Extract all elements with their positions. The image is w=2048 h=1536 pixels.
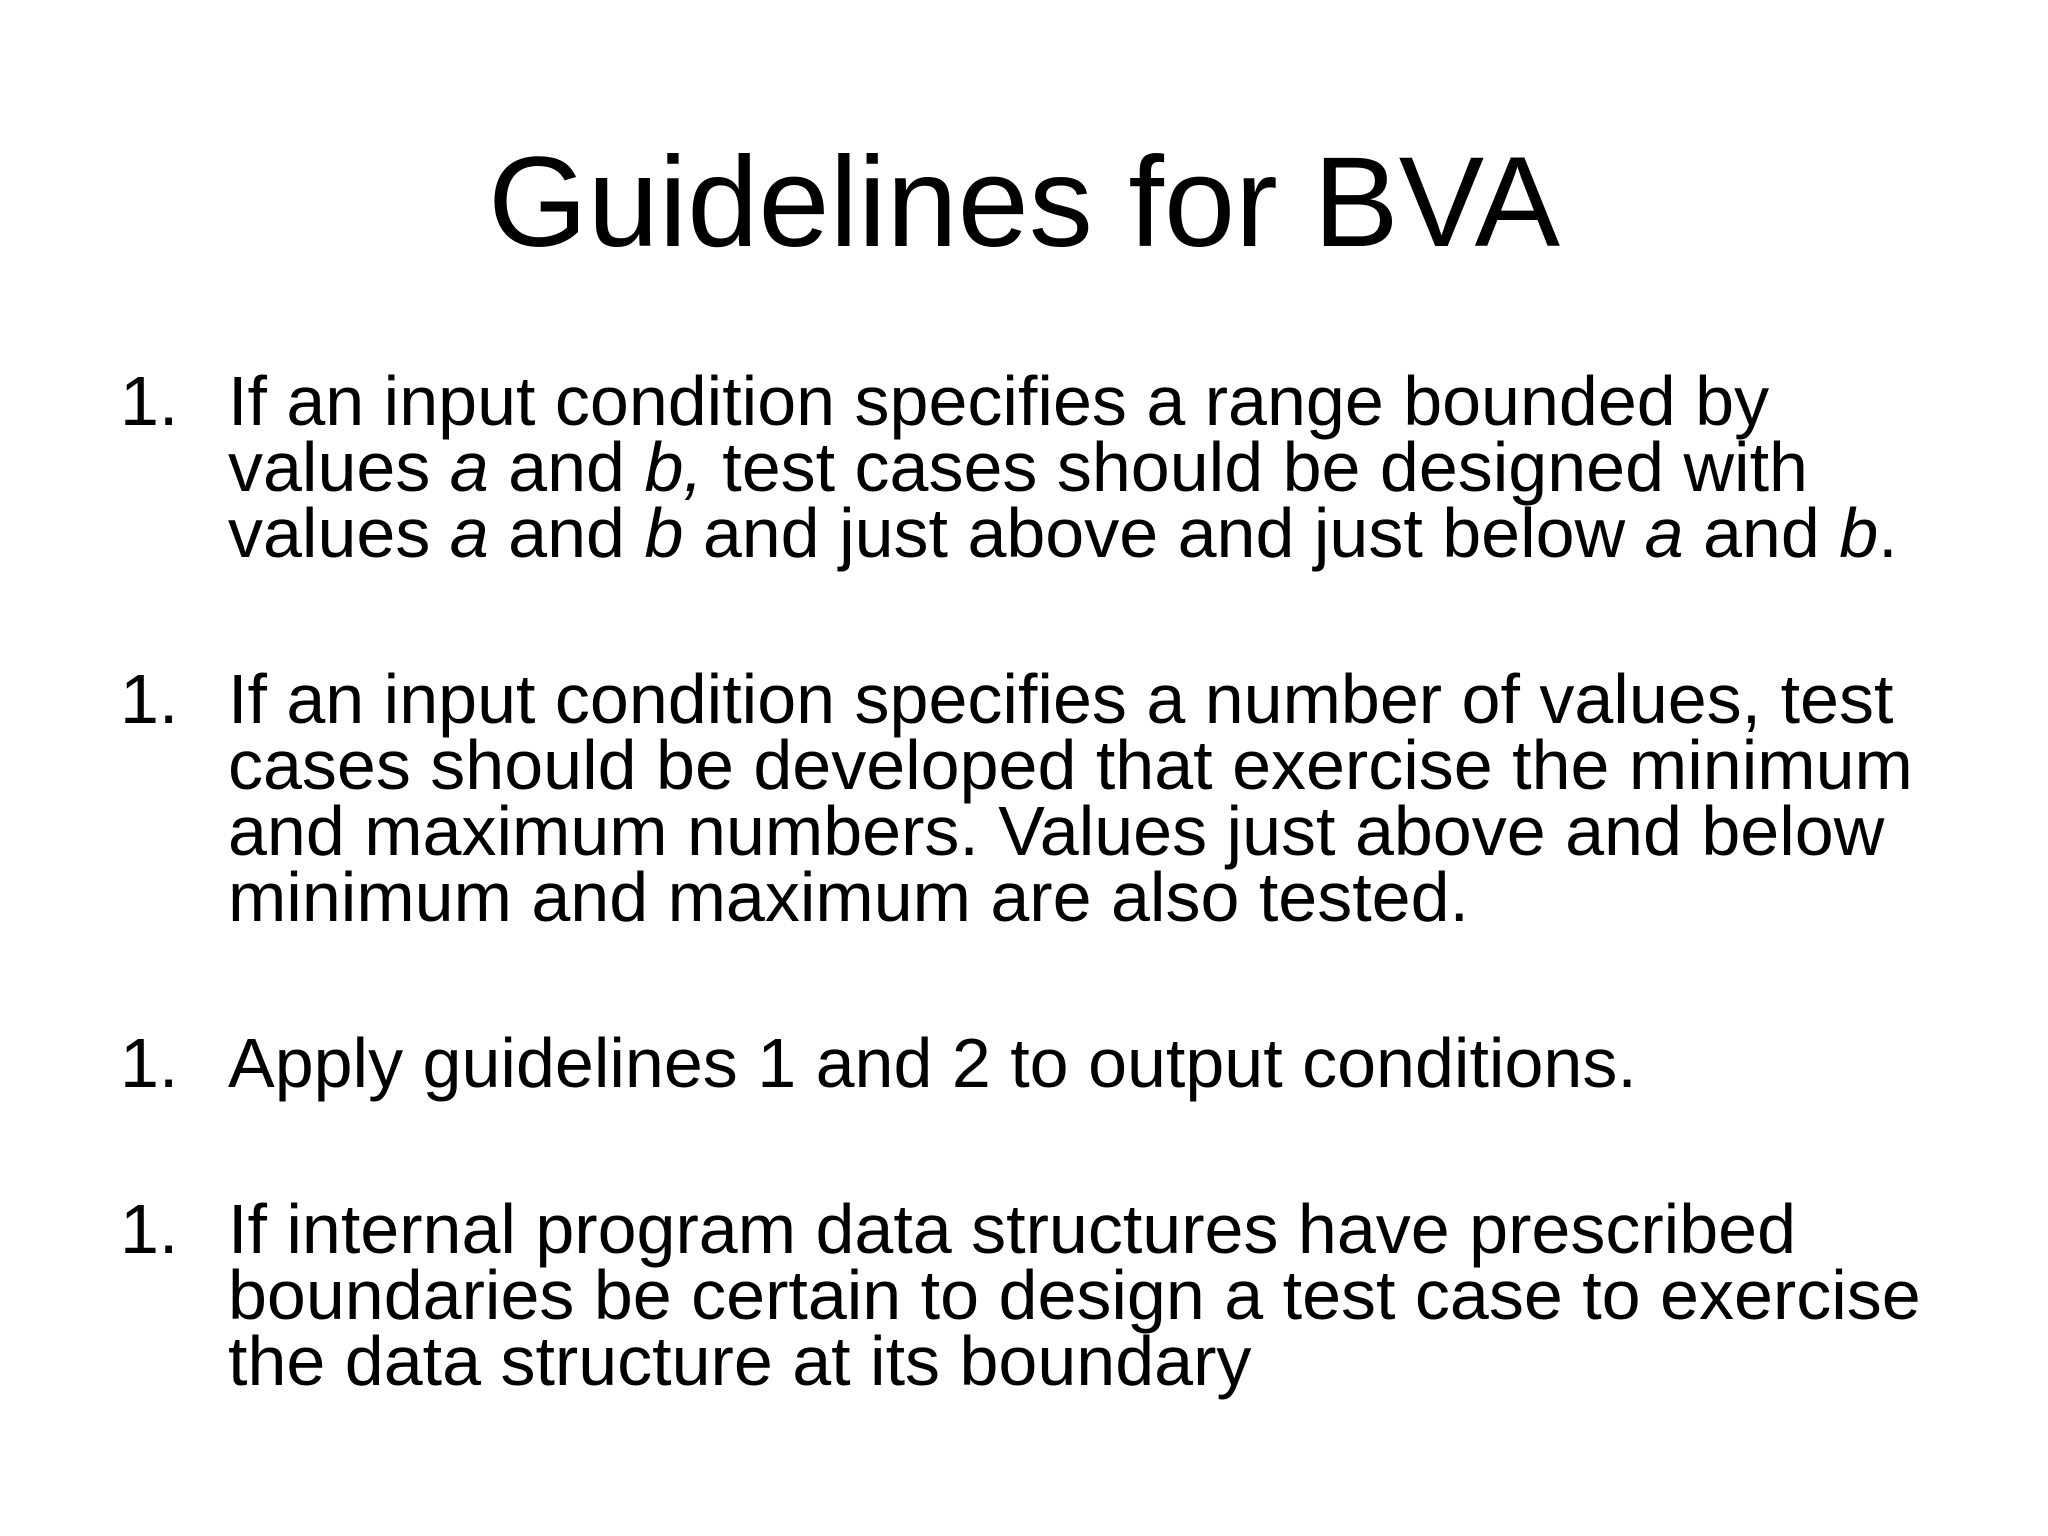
italic-variable: b — [1839, 494, 1879, 572]
text-run: and — [1683, 494, 1840, 572]
item-number: 1. — [120, 1190, 179, 1268]
item-line — [228, 726, 1980, 804]
text-run: and maximum numbers. Values just above and below — [228, 792, 1885, 870]
text-run: test cases should be designed with — [702, 428, 1808, 506]
item-line — [228, 792, 1980, 870]
item-number: 1. — [120, 1024, 179, 1102]
text-run: values — [228, 428, 450, 506]
item-line — [228, 858, 1980, 936]
item-line — [228, 1190, 1980, 1268]
item-line — [228, 362, 1980, 440]
text-run: If an input condition specifies a range bounded by — [228, 362, 1770, 440]
slide-title: Guidelines for BVA — [488, 131, 1560, 274]
text-run: values — [228, 494, 450, 572]
italic-variable: a — [449, 494, 489, 572]
item-line — [228, 1256, 1980, 1334]
italic-variable: b, — [644, 428, 703, 506]
text-run: and — [488, 428, 645, 506]
item-line — [228, 428, 1980, 506]
text-run: cases should be developed that exercise the minimum — [228, 726, 1913, 804]
italic-variable: a — [1644, 494, 1684, 572]
item-text — [228, 1190, 1980, 1400]
text-run: If an input condition specifies a number of values, test — [228, 660, 1894, 738]
item-text — [228, 1024, 1980, 1102]
item-number: 1. — [120, 660, 179, 738]
item-line — [228, 1322, 1980, 1400]
item-line — [228, 660, 1980, 738]
text-run: the data structure at its boundary — [228, 1322, 1252, 1400]
italic-variable: a — [449, 428, 489, 506]
item-text — [228, 660, 1980, 936]
italic-variable: b — [644, 494, 684, 572]
item-text — [228, 362, 1980, 572]
item-number: 1. — [120, 362, 179, 440]
text-run: boundaries be certain to design a test case to exercise — [228, 1256, 1921, 1334]
text-run: and — [488, 494, 645, 572]
text-run: and just above and just below — [683, 494, 1645, 572]
item-line — [228, 1024, 1980, 1102]
item-line — [228, 494, 1980, 572]
text-run: . — [1878, 494, 1898, 572]
text-run: Apply guidelines 1 and 2 to output conditions. — [228, 1024, 1637, 1102]
text-run: If internal program data structures have prescribed — [228, 1190, 1796, 1268]
text-run: minimum and maximum are also tested. — [228, 858, 1469, 936]
